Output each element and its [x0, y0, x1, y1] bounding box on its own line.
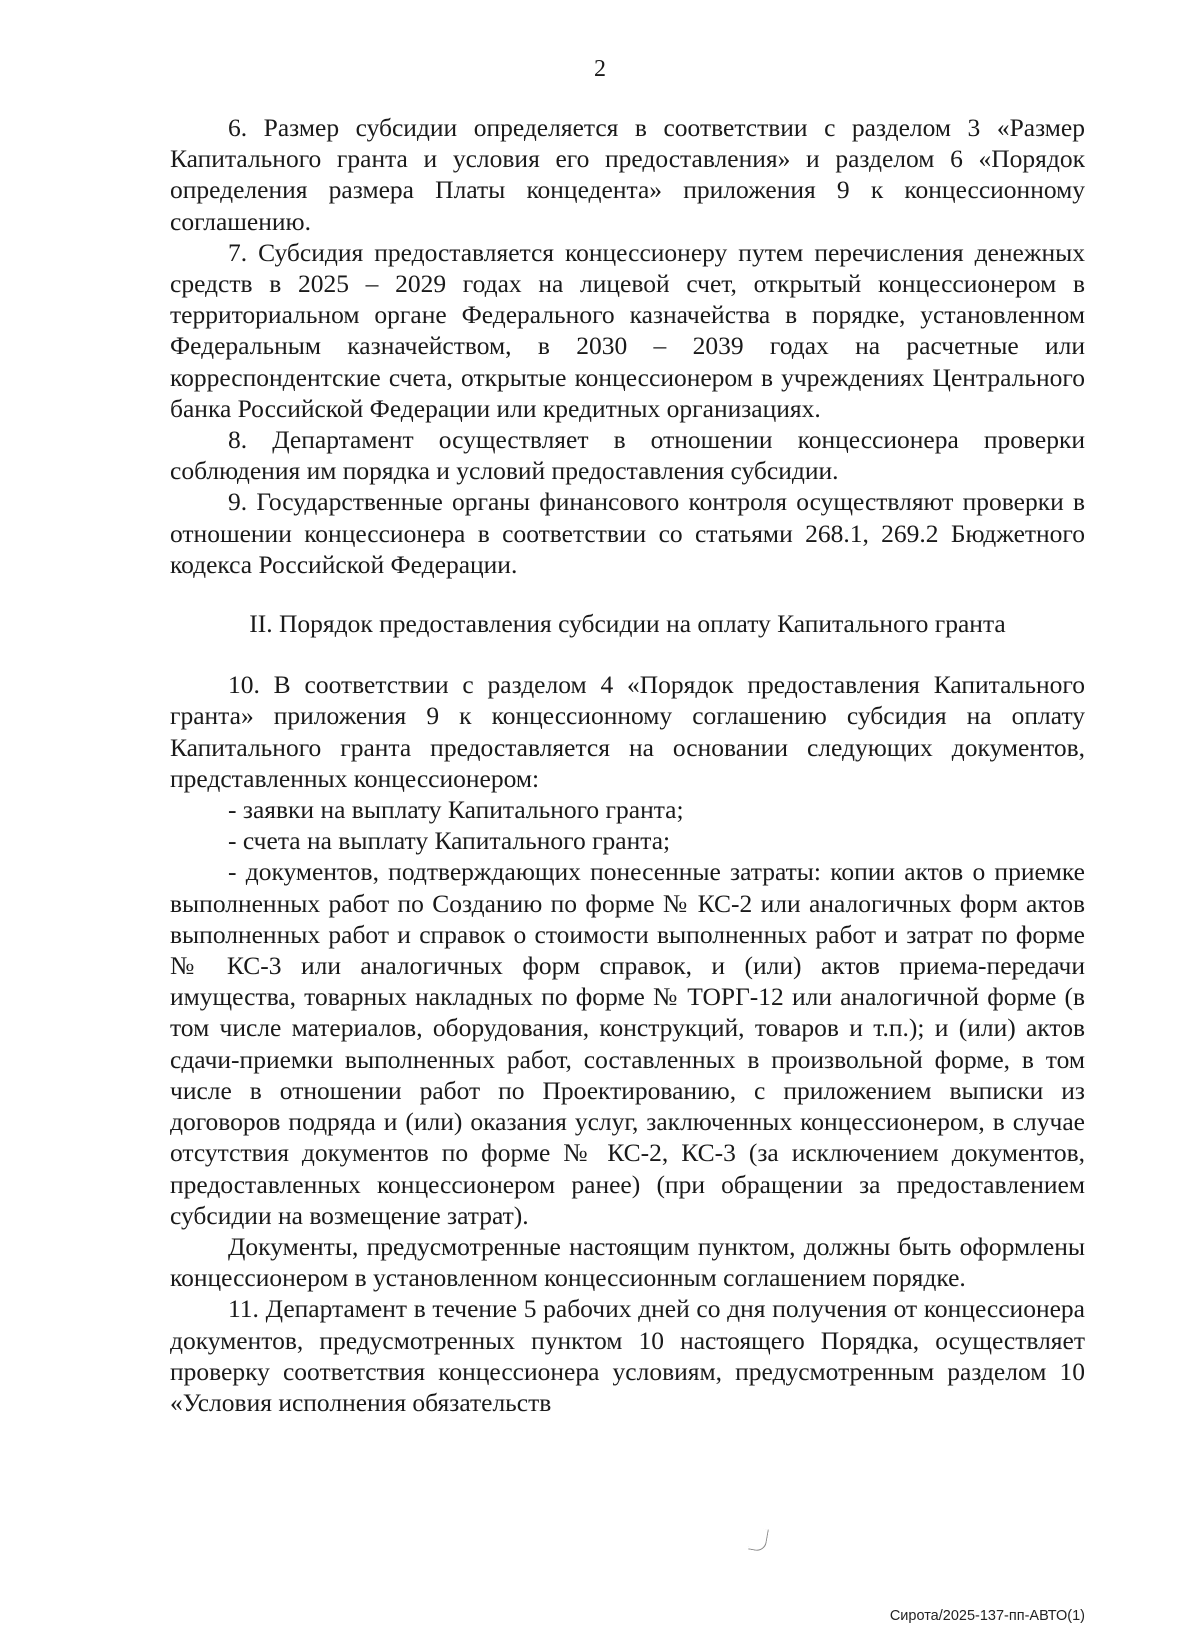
paragraph-11: 11. Департамент в течение 5 рабочих дней со дня получения от концессионера документов, предусмотренных пунктом 10 настоящего Порядка, осуществляет проверку соответствия концессионера условиям, предусмотренным разделом 10 «Условия исполнения обязательств — [170, 1294, 1085, 1417]
paragraph-documents-note: Документы, предусмотренные настоящим пунктом, должны быть оформлены концессионером в установленном концессионным соглашением порядке. — [170, 1231, 1085, 1293]
section-heading: II. Порядок предоставления субсидии на оплату Капитального гранта — [249, 609, 1006, 639]
list-item-application: - заявки на выплату Капитального гранта; — [228, 795, 684, 825]
document-body — [170, 112, 1085, 1418]
list-item-invoice: - счета на выплату Капитального гранта; — [228, 826, 671, 856]
paragraph-10: 10. В соответствии с разделом 4 «Порядок предоставления Капитального гранта» приложения 9 к концессионному соглашению субсидия на оплату Капитального гранта предоставляется на основании следующих документов, представленных концессионером: — [170, 670, 1085, 793]
paragraph-6: 6. Размер субсидии определяется в соответствии с разделом 3 «Размер Капитального гранта и условия его предоставления» и разделом 6 «Порядок определения размера Платы концедента» приложения 9 к концессионному соглашению. — [170, 113, 1085, 236]
list-item-documents: - документов, подтверждающих понесенные затраты: копии актов о приемке выполненных работ по Созданию по форме № КС-2 или аналогичных форм актов выполненных работ и справок о стоимости выполненных работ и затрат по форме № КС-3 или аналогичных форм справок, и (или) актов приема-передачи имущества, товарных накладных по форме № ТОРГ-12 или аналогичной форме (в том числе материалов, оборудования, конструкций, товаров и т.п.); и (или) актов сдачи-приемки выполненных работ, составленных в произвольной форме, в том числе в отношении работ по Проектированию, с приложением выписки из договоров подряда и (или) оказания услуг, заключенных концессионером, в случае отсутствия документов по форме № КС-2, КС-3 (за исключением документов, предоставленных концессионером ранее) (при обращении за предоставлением субсидии на возмещение затрат). — [170, 857, 1085, 1230]
paragraph-8: 8. Департамент осуществляет в отношении концессионера проверки соблюдения им порядка и условий предоставления субсидии. — [170, 425, 1085, 486]
paragraph-7: 7. Субсидия предоставляется концессионеру путем перечисления денежных средств в 2025 – 2029 годах на лицевой счет, открытый концессионером в территориальном органе Федерального казначейства в порядке, установленном Федеральным казначейством, в 2030 – 2039 годах на расчетные или корреспондентские счета, открытые концессионером в учреждениях Центрального банка Российской Федерации или кредитных организациях. — [170, 237, 1085, 423]
paragraph-9: 9. Государственные органы финансового контроля осуществляют проверки в отношении концессионера в соответствии со статьями 268.1, 269.2 Бюджетного кодекса Российской Федерации. — [170, 487, 1085, 579]
page-number: 2 — [594, 56, 606, 82]
scan-mark — [748, 1527, 769, 1553]
footer-document-code: Сирота/2025-137-пп-АВТО(1) — [889, 1608, 1085, 1624]
